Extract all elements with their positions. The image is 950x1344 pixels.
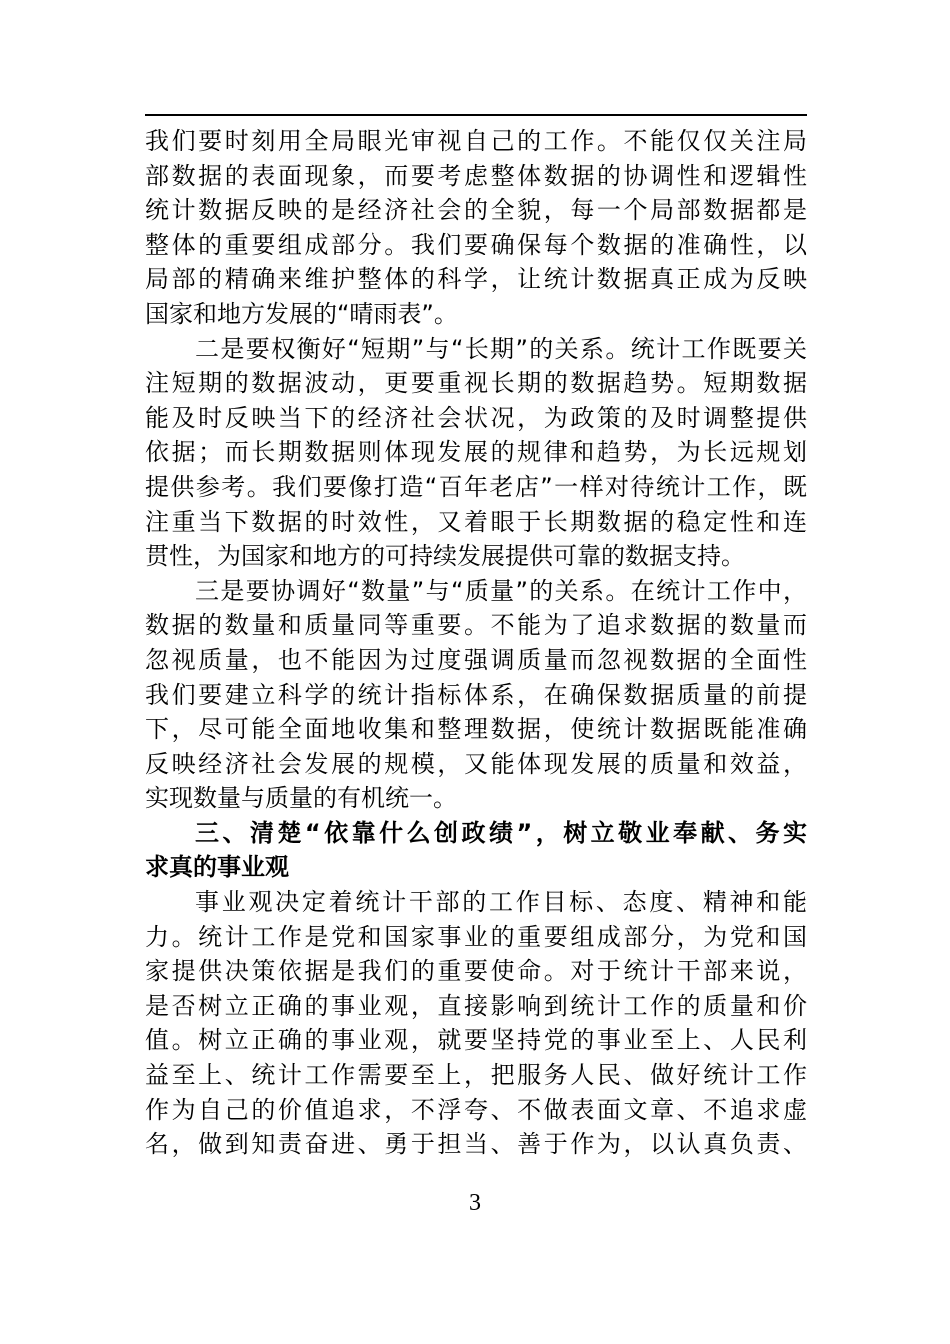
text-line: 注重当下数据的时效性，又着眼于长期数据的稳定性和连 (145, 507, 807, 536)
text-line: 力。统计工作是党和国家事业的重要组成部分，为党和国 (145, 922, 807, 951)
text-line: 我们要建立科学的统计指标体系，在确保数据质量的前提 (145, 680, 807, 709)
text-line: 反映经济社会发展的规模，又能体现发展的质量和效益， (145, 749, 807, 778)
text-line: 部数据的表面现象，而要考虑整体数据的协调性和逻辑性 (145, 161, 807, 190)
text-line: 注短期的数据波动，更要重视长期的数据趋势。短期数据 (145, 369, 807, 398)
text-line: 数据的数量和质量同等重要。不能为了追求数据的数量而 (145, 611, 807, 640)
text-line: 统计数据反映的是经济社会的全貌，每一个局部数据都是 (145, 196, 807, 225)
text-line: 国家和地方发展的“晴雨表”。 (145, 299, 458, 328)
section-heading-line: 三、清楚“依靠什么创政绩”，树立敬业奉献、务实 (195, 818, 807, 847)
text-line: 益至上、统计工作需要至上，把服务人民、做好统计工作 (145, 1061, 807, 1090)
text-line: 作为自己的价值追求，不浮夸、不做表面文章、不追求虚 (145, 1095, 807, 1124)
text-line: 是否树立正确的事业观，直接影响到统计工作的质量和价 (145, 991, 807, 1020)
paragraph-start-line: 事业观决定着统计干部的工作目标、态度、精神和能 (195, 888, 807, 917)
section-heading-line: 求真的事业观 (145, 853, 289, 882)
text-line: 实现数量与质量的有机统一。 (145, 784, 457, 813)
text-line: 整体的重要组成部分。我们要确保每个数据的准确性，以 (145, 230, 807, 259)
text-line: 值。树立正确的事业观，就要坚持党的事业至上、人民利 (145, 1026, 807, 1055)
header-rule (145, 114, 807, 116)
body-text (145, 124, 807, 1162)
text-line: 能及时反映当下的经济社会状况，为政策的及时调整提供 (145, 403, 807, 432)
text-line: 名，做到知责奋进、勇于担当、善于作为，以认真负责、 (145, 1130, 807, 1159)
text-line: 我们要时刻用全局眼光审视自己的工作。不能仅仅关注局 (145, 127, 807, 155)
text-line: 依据；而长期数据则体现发展的规律和趋势，为长远规划 (145, 438, 807, 467)
text-line: 提供参考。我们要像打造“百年老店”一样对待统计工作，既 (145, 472, 807, 501)
text-line: 下，尽可能全面地收集和整理数据，使统计数据既能准确 (145, 715, 807, 744)
paragraph-start-line: 三是要协调好“数量”与“质量”的关系。在统计工作中， (195, 576, 807, 605)
paragraph-start-line: 二是要权衡好“短期”与“长期”的关系。统计工作既要关 (195, 334, 807, 363)
text-line: 贯性，为国家和地方的可持续发展提供可靠的数据支持。 (145, 542, 745, 571)
text-line: 局部的精确来维护整体的科学，让统计数据真正成为反映 (145, 265, 807, 294)
page-number: 3 (469, 1190, 481, 1216)
text-line: 忽视质量，也不能因为过度强调质量而忽视数据的全面性 (145, 645, 807, 674)
text-line: 家提供决策依据是我们的重要使命。对于统计干部来说， (145, 957, 807, 986)
